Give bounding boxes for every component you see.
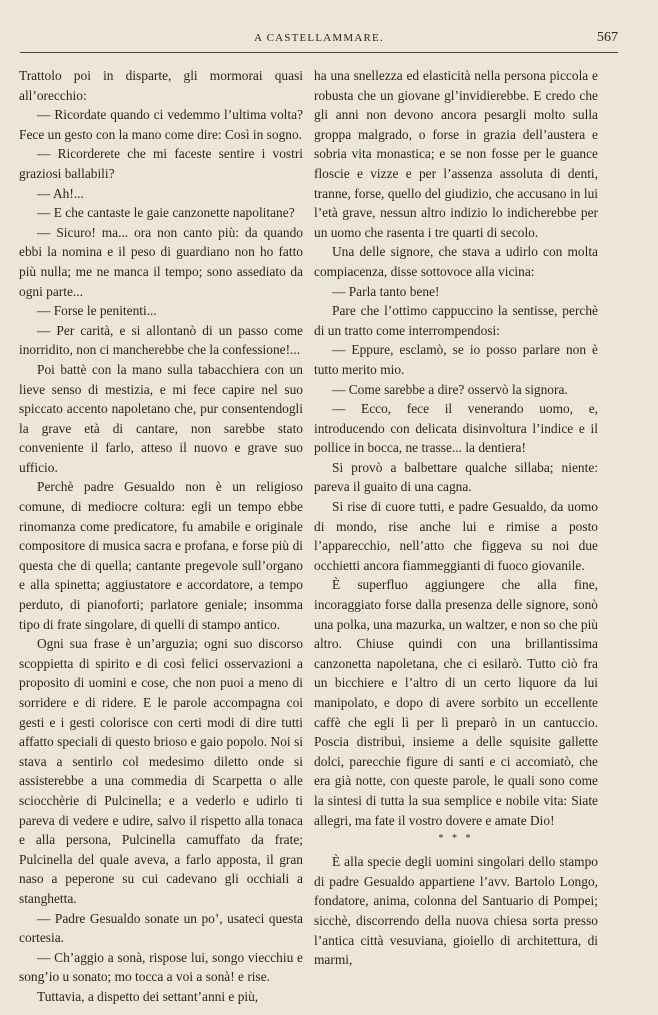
paragraph: Tuttavia, a dispetto dei settant’anni e più, (37, 988, 259, 1004)
left-column (19, 66, 303, 1007)
paragraph: Poi battè con la mano sulla tabacchiera con un lieve senso di mestizia, e mi fece capire nel suo spiccato accento napoletano che, pur consentendogli la grave età di cantare, non sarebbe stato conveniente il farlo, atteso il nuovo e grave suo ufficio. (19, 361, 303, 475)
right-column (314, 66, 598, 970)
paragraph: — Come sarebbe a dire? osservò la signora. (332, 381, 568, 397)
paragraph: — Sicuro! ma... ora non canto più: da quando ebbi la nomina e il peso di guardiano non ho fatto più nulla; me ne manca il tempo; sono assediato da ogni parte... (19, 224, 303, 299)
paragraph: È alla specie degli uomini singolari dello stampo di padre Gesualdo appartiene l’avv. Bartolo Longo, fondatore, anima, colonna del Santuario di Pompei; sicchè, discorrendo della nuova chiesa sorta presso l’antica città vesuviana, gioiello di architettura, di marmi, (314, 854, 598, 968)
paragraph: — Per carità, e si allontanò di un passo come inorridito, non ci mancherebbe che la confessione!... (19, 322, 303, 358)
page-number: 567 (597, 30, 618, 45)
paragraph: Si rise di cuore tutti, e padre Gesualdo, da uomo di mondo, rise anche lui e rimise a posto l’apparecchio, nell’atto che figgeva su noi due occhietti ancora fiammeggianti di fuoco giovanile. (314, 499, 598, 573)
running-header (20, 30, 618, 53)
paragraph: — Padre Gesualdo sonate un po’, usateci questa cortesia. (19, 910, 303, 946)
paragraph: — Ricorderete che mi faceste sentire i vostri graziosi ballabili? (19, 146, 303, 181)
paragraph: Una delle signore, che stava a udirlo con molta compiacenza, disse sottovoce alla vicina: (314, 244, 598, 279)
paragraph: — Ch’aggio a sonà, rispose lui, songo viecchiu e song’io u sonato; mo tocca a voi a sonà! e rise. (19, 949, 303, 985)
paragraph: — Ah!... (37, 185, 84, 201)
paragraph: Trattolo poi in disparte, gli mormorai quasi all’orecchio: (19, 68, 303, 103)
paragraph: — E che cantaste le gaie canzonette napolitane? (37, 205, 295, 221)
running-title: A CASTELLAMMARE. (254, 32, 384, 44)
paragraph: ha una snellezza ed elasticità nella persona piccola e robusta che un giovane gl’invidierebbe. E credo che gli anni non devono ancora pesargli molto sulla groppa malgrado, o forse in grazia dell’austera e sobria vita monastica; e se non fosse per le guance floscie e vizze e per l’assenza assoluta di denti, tranne, forse, quello del giudizio, che accusano in lui l’età grave, nessun altro indizio lo indicherebbe per un uomo che rasenta i tre quarti di secolo. (314, 68, 598, 240)
paragraph: Si provò a balbettare qualche sillaba; niente: pareva il guaito di una cagna. (314, 459, 598, 495)
paragraph: Ogni sua frase è un’arguzia; ogni suo discorso scoppietta di spirito e di così felici osservazioni a proposito di uomini e cose, che non puoi a meno di sorridere e di ridere. E le parole accompagna coi gesti e i gesti colorisce con certi modi di dire tutti affatto speciali di questo brioso e gaio popolo. Noi si stava a sentirlo col medesimo diletto onde si assisterebbe a una commedia di Scarpetta o alle sciocchèrie di Pulcinella; e a vederlo e udirlo ti pareva di vedere e udire, salvo il rispetto alla tonaca e alla persona, Pulcinella camuffato da frate; Pulcinella del quale aveva, a farlo apposta, il gran naso a peperone su cui cadevano gli occhiali a stanghetta. (19, 636, 303, 906)
section-separator: * * * (438, 833, 474, 845)
paragraph: Pare che l’ottimo cappuccino la sentisse, perchè di un tratto come interrompendosi: (314, 303, 598, 338)
paragraph: Perchè padre Gesualdo non è un religioso comune, di mediocre coltura: egli un tempo ebbe rinomanza come predicatore, fu amabile e originale compositore di musica sacra e profana, e forse più di questa che di quella; cantante pregevole sull’organo e alla spinetta; aggiustatore e accordatore, a tempo perduto, di pianoforti; parlatore geniale; insomma tipo di frate singolare, di quelli di stampo antico. (19, 479, 303, 632)
paragraph: — Ecco, fece il venerando uomo, e, introducendo con delicata disinvoltura l’indice e il pollice in bocca, ne trasse... la dentiera! (314, 401, 598, 456)
paragraph: — Eppure, esclamò, se io posso parlare non è tutto merito mio. (314, 342, 598, 377)
paragraph: — Ricordate quando ci vedemmo l’ultima volta? Fece un gesto con la mano come dire: Così in sogno. (19, 107, 303, 142)
paragraph: È superfluo aggiungere che alla fine, incoraggiato forse dalla presenza delle signore, sonò una polka, una mazurka, un waltzer, e non so che più altro. Chiuse quindi con una brillantissima canzonetta napoletana, che ci esilarò. Tutto ciò fra un bicchiere e l’altro di un certo liquore da lui manipolato, e dopo di avere sorbito un eccellente caffè che egli lì per lì preparò in un cantuccio. Poscia distribuì, insieme a delle squisite gallette dolci, parecchie figure di santi e ci accomiatò, che era già notte, con queste parole, le quali sono come la sintesi di tutta la sua semplice e nobile vita: Siate allegri, ma fate il vostro dovere e amate Dio! (314, 577, 598, 828)
paragraph: — Parla tanto bene! (332, 283, 440, 299)
paragraph: — Forse le penitenti... (37, 303, 157, 319)
